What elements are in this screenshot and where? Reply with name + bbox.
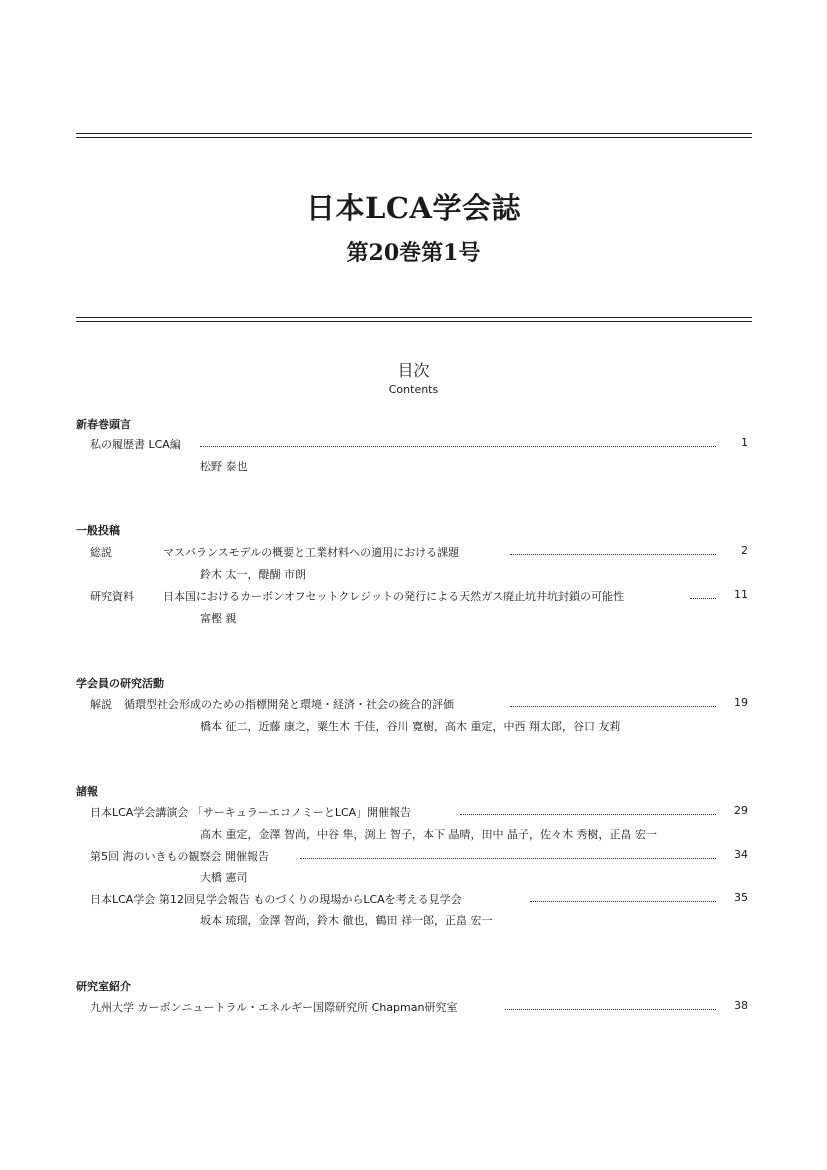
top-rule-2 [76, 137, 752, 138]
leader-dots [690, 598, 716, 599]
bottom-rule-2 [76, 321, 752, 322]
toc-heading: 目次 [397, 361, 430, 380]
entry-page: 11 [734, 588, 748, 601]
leader-dots [510, 706, 716, 707]
entry-page: 38 [734, 999, 748, 1012]
bottom-rule-1 [76, 317, 752, 318]
entry-page: 35 [734, 891, 748, 904]
entry-title[interactable]: 九州大学 カーボンニュートラル・エネルギー国際研究所 Chapman研究室 [90, 999, 463, 1015]
entry-title[interactable]: 日本国におけるカーボンオフセットクレジットの発行による天然ガス廃止坑井坑封鎖の可能性 [163, 588, 630, 604]
toc-entry[interactable] [90, 588, 748, 604]
entry-title[interactable]: マスバランスモデルの概要と工業材料への適用における課題 [163, 544, 465, 560]
entry-authors: 坂本 琉瑠，金澤 智尚，鈴木 徹也，鶴田 祥一郎，正畠 宏一 [200, 914, 493, 927]
journal-volume: 第20巻第1号 [346, 240, 481, 266]
toc-entry[interactable] [90, 804, 748, 820]
entry-authors: 大橋 憲司 [200, 871, 248, 884]
entry-label: 研究資料 [90, 590, 134, 603]
entry-page: 29 [734, 804, 748, 817]
entry-authors: 松野 泰也 [200, 460, 248, 473]
toc-entry[interactable] [90, 999, 748, 1015]
section-heading: 新春巻頭言 [76, 418, 131, 431]
entry-page: 2 [741, 544, 748, 557]
entry-page: 19 [734, 696, 748, 709]
entry-title[interactable]: 日本LCA学会講演会 「サーキュラーエコノミーとLCA」開催報告 [90, 804, 417, 820]
entry-label: 総説 [90, 546, 112, 559]
entry-title[interactable]: 第5回 海のいきもの観察会 開催報告 [90, 848, 275, 864]
toc-entry[interactable] [90, 848, 748, 864]
section-heading: 一般投稿 [76, 524, 120, 537]
entry-authors: 鈴木 太一，醍醐 市朗 [200, 568, 306, 581]
entry-authors: 橋本 征二，近藤 康之，粟生木 千佳，谷川 寛樹，高木 重定，中西 翔太郎，谷口 友莉 [200, 720, 621, 733]
leader-dots [300, 858, 716, 859]
entry-title[interactable]: 日本LCA学会 第12回見学会報告 ものづくりの現場からLCAを考える見学会 [90, 891, 468, 907]
section-heading: 諸報 [76, 785, 98, 798]
leader-dots [510, 554, 716, 555]
leader-dots [200, 446, 716, 447]
entry-authors: 富樫 親 [200, 612, 237, 625]
journal-title: 日本LCA学会誌 [306, 191, 521, 225]
section-heading: 学会員の研究活動 [76, 677, 164, 690]
leader-dots [530, 901, 716, 902]
toc-entry[interactable] [90, 436, 748, 452]
entry-authors: 高木 重定，金澤 智尚，中谷 隼，渕上 智子，本下 晶晴，田中 晶子，佐々木 秀樹，正畠 宏一 [200, 828, 657, 841]
top-rule-1 [76, 133, 752, 134]
leader-dots [505, 1009, 716, 1010]
entry-page: 1 [741, 436, 748, 449]
section-heading: 研究室紹介 [76, 980, 131, 993]
entry-title[interactable]: 循環型社会形成のための指標開発と環境・経済・社会の統合的評価 [124, 696, 460, 712]
leader-dots [460, 814, 716, 815]
entry-label: 解説 [90, 698, 112, 711]
toc-entry[interactable] [90, 696, 748, 712]
toc-heading-en: Contents [388, 383, 439, 396]
entry-title[interactable]: 私の履歴書 LCA編 [90, 436, 187, 452]
toc-entry[interactable] [90, 544, 748, 560]
entry-page: 34 [734, 848, 748, 861]
toc-entry[interactable] [90, 891, 748, 907]
